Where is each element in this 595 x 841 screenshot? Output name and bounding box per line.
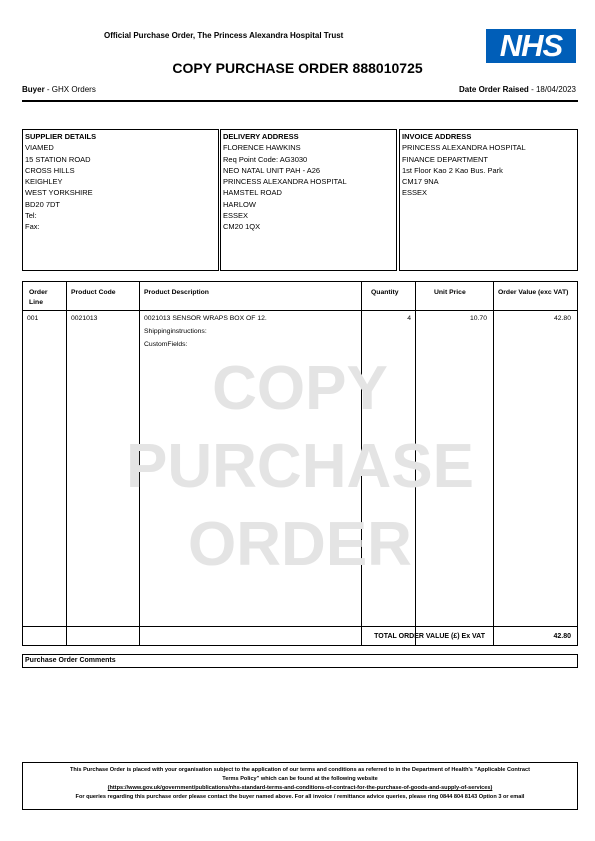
total-label: TOTAL ORDER VALUE (£) Ex VAT [374,633,485,640]
total-value: 42.80 [553,633,571,640]
col-header-quantity: Quantity [371,289,399,296]
supplier-line: CROSS HILLS [25,165,75,175]
copy-watermark [22,350,578,584]
terms-link[interactable]: (https://www.gov.uk/government/publications/nhs-standard-terms-and-conditions-of-contract-for-the-purchase-of-goods-and-supply-of-services) [107,785,493,791]
col-header-unit-price: Unit Price [434,289,466,296]
cell-description: 0021013 SENSOR WRAPS BOX OF 12. [144,315,267,322]
delivery-heading: DELIVERY ADDRESS [223,132,299,141]
cell-unit-price: 10.70 [469,315,487,322]
date-raised [459,85,576,94]
invoice-line: ESSEX [402,188,428,198]
delivery-line: HAMSTEL ROAD [223,188,282,198]
date-label: Date Order Raised [459,85,529,94]
purchase-order-comments: Purchase Order Comments [22,654,578,668]
footer-terms-line: Terms Policy" which can be found at the following website [222,776,378,782]
cell-quantity: 4 [407,315,411,322]
invoice-line: PRINCESS ALEXANDRA HOSPITAL [402,143,526,153]
delivery-line: PRINCESS ALEXANDRA HOSPITAL [223,177,347,187]
supplier-line: Fax: [25,222,40,232]
invoice-line: 1st Floor Kao 2 Kao Bus. Park [402,165,503,175]
delivery-address [220,129,397,271]
terms-footer [22,762,578,810]
supplier-line: WEST YORKSHIRE [25,188,93,198]
delivery-line: FLORENCE HAWKINS [223,143,301,153]
trust-name: Official Purchase Order, The Princess Alexandra Hospital Trust [104,31,344,40]
invoice-heading: INVOICE ADDRESS [402,132,472,141]
invoice-line: CM17 9NA [402,177,439,187]
nhs-logo: NHS [486,29,576,63]
cell-shipping: Shippinginstructions: [144,328,207,335]
cell-order-line: 001 [27,315,39,322]
col-header-order-line: Order Line [29,289,48,306]
supplier-line: BD20 7DT [25,199,61,209]
cell-product-code: 0021013 [71,315,98,322]
watermark-line: COPY [212,354,388,423]
buyer-info [22,85,96,94]
footer-contact-line: For queries regarding this purchase order please contact the buyer named above. For all invoice / remittance advice queries, please ring 0844 804 8143 Option 3 or email [75,794,525,800]
delivery-line: CM20 1QX [223,222,261,232]
supplier-line: 15 STATION ROAD [25,154,91,164]
cell-order-value: 42.80 [553,315,571,322]
watermark-line: ORDER [188,510,412,579]
page-title: COPY PURCHASE ORDER 888010725 [172,60,423,76]
invoice-address [399,129,578,271]
cell-custom-fields: CustomFields: [144,341,188,348]
supplier-details [22,129,219,271]
header-divider [22,100,578,102]
supplier-line: VIAMED [25,143,54,153]
delivery-line: HARLOW [223,199,256,209]
supplier-line: KEIGHLEY [25,177,63,187]
buyer-label: Buyer [22,85,45,94]
delivery-line: NEO NATAL UNIT PAH - A26 [223,165,321,175]
footer-terms-line: This Purchase Order is placed with your organisation subject to the application of our terms and conditions as referred to in the Department of Health's "Applicable Contract [70,767,530,773]
supplier-line: Tel: [25,211,37,221]
date-value: - 18/04/2023 [531,85,576,94]
supplier-heading: SUPPLIER DETAILS [25,132,97,141]
delivery-line: Req Point Code: AG3030 [223,154,308,164]
invoice-line: FINANCE DEPARTMENT [402,154,488,164]
col-header-order-value: Order Value (exc VAT) [498,289,569,296]
delivery-line: ESSEX [223,211,249,221]
buyer-value: - GHX Orders [46,85,96,94]
col-header-product-code: Product Code [71,289,116,296]
col-header-description: Product Description [144,289,209,296]
watermark-line: PURCHASE [126,432,474,501]
